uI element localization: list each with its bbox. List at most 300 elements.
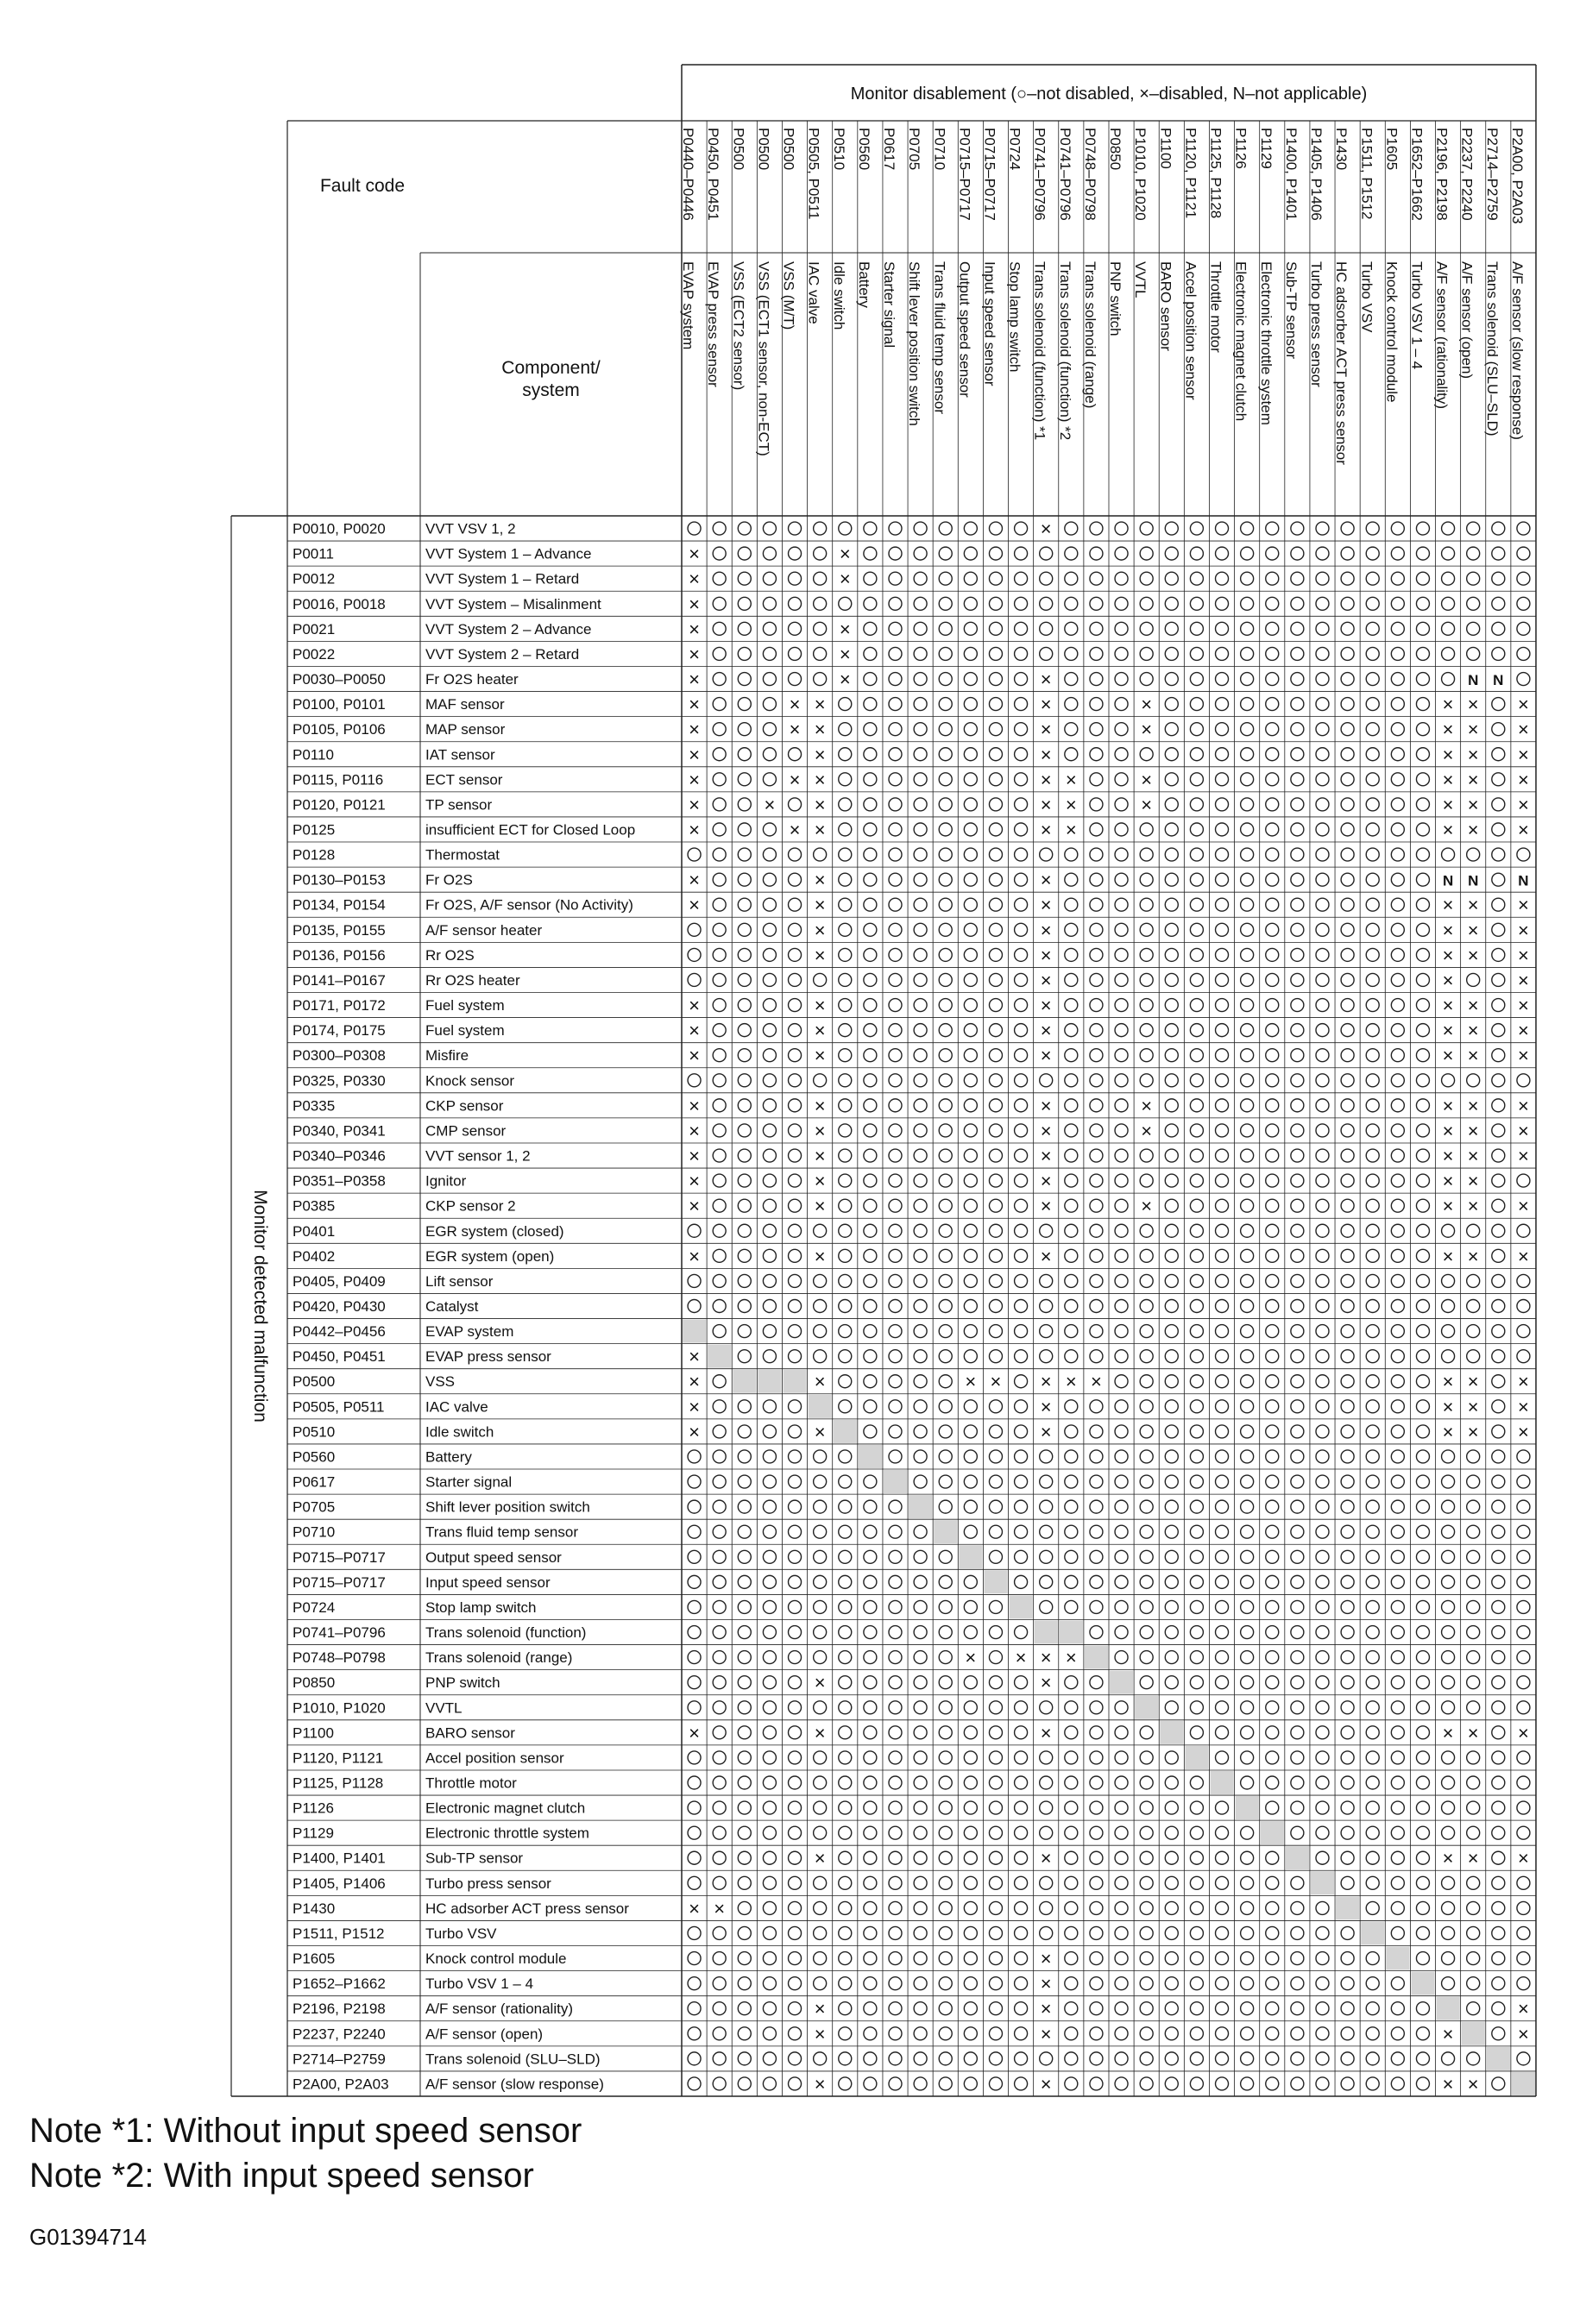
cell-self-shaded	[1286, 1846, 1309, 1869]
cell-not-disabled	[738, 1876, 751, 1889]
cell-not-disabled	[1190, 1300, 1203, 1313]
cell-not-disabled	[939, 673, 952, 686]
cell-disabled: ×	[1442, 744, 1454, 766]
cell-not-disabled	[989, 2027, 1002, 2040]
cell-not-disabled	[1266, 1224, 1279, 1237]
row-component-18: Rr O2S	[425, 946, 475, 964]
cell-disabled: ×	[689, 1145, 700, 1167]
cell-not-disabled	[1040, 622, 1053, 635]
cell-not-disabled	[839, 1676, 852, 1689]
cell-not-disabled	[1140, 999, 1153, 1012]
cell-not-disabled	[738, 1099, 751, 1112]
cell-not-disabled	[1140, 572, 1153, 585]
cell-not-disabled	[1266, 1525, 1279, 1538]
cell-not-disabled	[1391, 723, 1404, 736]
cell-self-shaded	[1085, 1646, 1108, 1669]
cell-not-disabled	[1341, 873, 1354, 886]
cell-not-disabled	[1291, 1024, 1304, 1037]
cell-not-disabled	[964, 572, 977, 585]
cell-not-disabled	[1216, 1626, 1229, 1639]
cell-not-disabled	[1115, 1651, 1128, 1664]
cell-not-disabled	[1241, 1826, 1254, 1839]
cell-not-disabled	[1065, 1249, 1078, 1262]
cell-not-disabled	[1115, 622, 1128, 635]
cell-not-disabled	[839, 1099, 852, 1112]
cell-not-disabled	[1266, 848, 1279, 861]
cell-not-disabled	[1216, 1124, 1229, 1137]
cell-not-disabled	[864, 1174, 877, 1187]
cell-not-disabled	[914, 1024, 927, 1037]
cell-not-disabled	[1517, 1475, 1530, 1488]
column-component-24: Electronic throttle system	[1257, 261, 1274, 425]
cell-not-disabled	[1366, 1199, 1379, 1212]
cell-not-disabled	[1216, 647, 1229, 660]
row-component-17: A/F sensor heater	[425, 921, 543, 939]
cell-not-disabled	[713, 1701, 726, 1714]
cell-not-disabled	[839, 1901, 852, 1914]
cell-not-disabled	[1492, 1575, 1505, 1588]
cell-self-shaded	[1437, 1997, 1460, 2020]
cell-not-disabled	[914, 948, 927, 961]
cell-disabled: ×	[1040, 1195, 1052, 1217]
figure-id: G01394714	[29, 2224, 147, 2250]
cell-not-disabled	[1391, 647, 1404, 660]
cell-not-disabled	[1492, 1901, 1505, 1914]
cell-not-disabled	[1366, 873, 1379, 886]
cell-not-disabled	[1190, 1500, 1203, 1513]
cell-not-disabled	[738, 798, 751, 811]
cell-not-disabled	[1165, 1199, 1178, 1212]
cell-not-disabled	[688, 1801, 701, 1814]
cell-not-disabled	[1366, 1525, 1379, 1538]
cell-not-disabled	[763, 698, 776, 711]
cell-not-disabled	[1416, 547, 1429, 560]
cell-not-disabled	[713, 1174, 726, 1187]
cell-not-disabled	[1190, 1475, 1203, 1488]
cell-not-disabled	[839, 1751, 852, 1764]
cell-not-disabled	[1341, 1325, 1354, 1338]
cell-not-disabled	[1316, 798, 1329, 811]
cell-not-disabled	[1140, 823, 1153, 836]
cell-not-disabled	[939, 1300, 952, 1313]
cell-not-disabled	[1366, 1149, 1379, 1162]
cell-disabled: ×	[689, 995, 700, 1017]
cell-not-disabled	[1416, 1049, 1429, 1062]
cell-not-disabled	[789, 948, 802, 961]
cell-disabled: ×	[1518, 1195, 1529, 1217]
cell-not-disabled	[864, 1500, 877, 1513]
cell-not-disabled	[1316, 1626, 1329, 1639]
cell-not-disabled	[914, 823, 927, 836]
cell-disabled: ×	[689, 669, 700, 691]
cell-not-disabled	[1216, 1726, 1229, 1739]
cell-disabled: ×	[814, 1170, 826, 1192]
cell-not-disabled	[1391, 1450, 1404, 1463]
cell-not-disabled	[1241, 1199, 1254, 1212]
cell-not-disabled	[1391, 673, 1404, 686]
cell-not-disabled	[1366, 572, 1379, 585]
cell-not-disabled	[864, 1977, 877, 1990]
row-component-2: VVT System 1 – Advance	[425, 545, 592, 562]
cell-not-disabled	[1216, 1350, 1229, 1363]
cell-disabled: ×	[814, 2073, 826, 2095]
column-component-12: Output speed sensor	[956, 261, 973, 398]
cell-not-disabled	[713, 1525, 726, 1538]
cell-not-disabled	[1015, 1826, 1028, 1839]
cell-not-disabled	[1517, 1701, 1530, 1714]
row-code-21: P0174, P0175	[293, 1022, 386, 1040]
cell-not-disabled	[1015, 2052, 1028, 2065]
cell-not-disabled	[763, 1651, 776, 1664]
row-code-27: P0351–P0358	[293, 1172, 386, 1190]
cell-not-disabled	[1241, 572, 1254, 585]
cell-not-disabled	[789, 923, 802, 936]
cell-not-disabled	[1266, 1575, 1279, 1588]
row-component-29: EGR system (closed)	[425, 1222, 564, 1240]
cell-not-disabled	[1115, 1801, 1128, 1814]
cell-not-disabled	[1291, 1350, 1304, 1363]
cell-not-disabled	[889, 1651, 902, 1664]
cell-not-disabled	[1442, 1224, 1455, 1237]
cell-not-disabled	[1065, 1224, 1078, 1237]
cell-disabled: ×	[1518, 694, 1529, 716]
cell-not-disabled	[1366, 1099, 1379, 1112]
cell-not-disabled	[1467, 547, 1480, 560]
cell-not-disabled	[1165, 1876, 1178, 1889]
cell-not-disabled	[1115, 1049, 1128, 1062]
cell-not-disabled	[738, 1074, 751, 1087]
cell-disabled: ×	[1141, 1195, 1153, 1217]
column-code-29: P1605	[1383, 128, 1400, 171]
cell-self-shaded	[683, 1320, 706, 1343]
cell-not-disabled	[889, 1726, 902, 1739]
cell-not-disabled	[1391, 999, 1404, 1012]
cell-not-disabled	[688, 1074, 701, 1087]
cell-not-disabled	[1492, 948, 1505, 961]
cell-not-disabled	[1241, 1024, 1254, 1037]
cell-self-shaded	[1060, 1620, 1083, 1643]
cell-not-disabled	[1140, 1876, 1153, 1889]
cell-not-disabled	[738, 2052, 751, 2065]
cell-not-disabled	[964, 1952, 977, 1965]
cell-not-disabled	[839, 1400, 852, 1413]
row-component-42: Output speed sensor	[425, 1548, 562, 1566]
cell-not-disabled	[1115, 823, 1128, 836]
cell-disabled: ×	[1040, 1145, 1052, 1167]
cell-not-disabled	[864, 698, 877, 711]
cell-not-disabled	[1341, 848, 1354, 861]
cell-not-disabled	[738, 1952, 751, 1965]
cell-disabled: ×	[689, 1020, 700, 1042]
cell-not-disabled	[1115, 1926, 1128, 1939]
cell-not-disabled	[688, 1876, 701, 1889]
cell-not-disabled	[1015, 1701, 1028, 1714]
cell-not-disabled	[789, 1425, 802, 1438]
cell-not-disabled	[1015, 1274, 1028, 1287]
cell-not-disabled	[1266, 1977, 1279, 1990]
cell-disabled: ×	[1467, 894, 1479, 916]
cell-disabled: ×	[814, 919, 826, 941]
cell-not-disabled	[738, 2002, 751, 2015]
cell-not-disabled	[738, 1024, 751, 1037]
cell-not-disabled	[1115, 898, 1128, 911]
cell-not-disabled	[1241, 1525, 1254, 1538]
cell-not-disabled	[1241, 1600, 1254, 1613]
cell-not-disabled	[1190, 873, 1203, 886]
cell-not-disabled	[839, 798, 852, 811]
cell-not-disabled	[738, 999, 751, 1012]
cell-not-disabled	[1241, 1575, 1254, 1588]
cell-not-disabled	[864, 673, 877, 686]
cell-not-disabled	[1241, 873, 1254, 886]
cell-not-disabled	[1090, 1600, 1103, 1613]
cell-not-disabled	[939, 873, 952, 886]
cell-not-disabled	[1165, 1550, 1178, 1563]
cell-not-disabled	[1266, 1676, 1279, 1689]
cell-not-disabled	[1140, 1751, 1153, 1764]
cell-not-disabled	[864, 1726, 877, 1739]
cell-not-disabled	[1391, 522, 1404, 535]
cell-not-disabled	[864, 2027, 877, 2040]
cell-not-disabled	[814, 2052, 827, 2065]
cell-not-disabled	[1266, 572, 1279, 585]
cell-not-disabled	[1492, 1776, 1505, 1789]
cell-not-disabled	[1140, 873, 1153, 886]
cell-not-disabled	[914, 1475, 927, 1488]
cell-not-disabled	[939, 1977, 952, 1990]
cell-not-disabled	[1492, 1450, 1505, 1463]
cell-not-disabled	[763, 1926, 776, 1939]
column-component-14: Stop lamp switch	[1006, 261, 1023, 373]
cell-not-disabled	[738, 1977, 751, 1990]
cell-not-disabled	[1291, 999, 1304, 1012]
column-component-30: Turbo VSV 1 – 4	[1408, 261, 1426, 370]
cell-not-disabled	[864, 873, 877, 886]
cell-disabled: ×	[1442, 1095, 1454, 1117]
cell-not-disabled	[1316, 948, 1329, 961]
cell-not-disabled	[738, 1901, 751, 1914]
cell-not-disabled	[1115, 1400, 1128, 1413]
cell-self-shaded	[1135, 1696, 1158, 1719]
cell-not-disabled	[1442, 1450, 1455, 1463]
column-code-24: P1129	[1257, 128, 1274, 169]
cell-not-disabled	[964, 1676, 977, 1689]
cell-not-disabled	[1266, 622, 1279, 635]
cell-not-disabled	[789, 1575, 802, 1588]
cell-not-disabled	[738, 848, 751, 861]
cell-not-disabled	[914, 1149, 927, 1162]
cell-not-disabled	[789, 1049, 802, 1062]
cell-not-disabled	[1366, 1049, 1379, 1062]
cell-not-disabled	[1316, 1926, 1329, 1939]
cell-not-disabled	[1366, 1876, 1379, 1889]
cell-not-disabled	[1341, 1776, 1354, 1789]
cell-not-disabled	[789, 1977, 802, 1990]
cell-not-disabled	[1316, 1325, 1329, 1338]
cell-not-disabled	[914, 522, 927, 535]
cell-not-disabled	[864, 773, 877, 786]
cell-not-disabled	[713, 1425, 726, 1438]
cell-disabled: ×	[1518, 1045, 1529, 1067]
cell-not-disabled	[1140, 1475, 1153, 1488]
cell-not-disabled	[1216, 723, 1229, 736]
cell-not-disabled	[1015, 572, 1028, 585]
cell-not-disabled	[989, 2002, 1002, 2015]
column-component-17: Trans solenoid (range)	[1081, 261, 1098, 409]
row-component-53: Electronic throttle system	[425, 1825, 589, 1842]
column-component-32: A/F sensor (open)	[1458, 261, 1476, 380]
cell-not-disabled	[864, 522, 877, 535]
cell-not-disabled	[1216, 1174, 1229, 1187]
cell-not-disabled	[1216, 1926, 1229, 1939]
cell-not-disabled	[1190, 522, 1203, 535]
cell-not-disabled	[1291, 823, 1304, 836]
cell-disabled: ×	[1040, 744, 1052, 766]
column-component-26: Turbo press sensor	[1308, 261, 1325, 387]
cell-not-disabled	[1015, 547, 1028, 560]
row-component-19: Rr O2S heater	[425, 971, 520, 989]
cell-not-disabled	[688, 1751, 701, 1764]
cell-not-disabled	[814, 1876, 827, 1889]
cell-not-disabled	[1291, 1174, 1304, 1187]
cell-not-disabled	[1190, 798, 1203, 811]
cell-not-disabled	[964, 1149, 977, 1162]
cell-not-disabled	[1090, 1926, 1103, 1939]
row-code-53: P1129	[293, 1825, 334, 1842]
cell-not-disabled	[1391, 1550, 1404, 1563]
cell-not-disabled	[688, 2027, 701, 2040]
cell-not-disabled	[1090, 1751, 1103, 1764]
cell-not-disabled	[814, 673, 827, 686]
cell-disabled: ×	[789, 719, 801, 741]
cell-not-disabled	[889, 1074, 902, 1087]
cell-not-disabled	[763, 848, 776, 861]
cell-not-disabled	[1140, 973, 1153, 986]
cell-not-disabled	[1015, 1901, 1028, 1914]
cell-not-disabled	[1467, 1701, 1480, 1714]
cell-not-disabled	[738, 1701, 751, 1714]
row-code-47: P0850	[293, 1674, 336, 1692]
cell-not-disabled	[1065, 1876, 1078, 1889]
cell-not-disabled	[839, 723, 852, 736]
cell-not-disabled	[839, 1626, 852, 1639]
cell-not-disabled	[1316, 1575, 1329, 1588]
cell-not-disabled	[1040, 1300, 1053, 1313]
cell-not-disabled	[1266, 723, 1279, 736]
cell-not-disabled	[1492, 973, 1505, 986]
cell-not-disabled	[1065, 1801, 1078, 1814]
cell-not-disabled	[1291, 1475, 1304, 1488]
cell-not-disabled	[1065, 698, 1078, 711]
cell-self-shaded	[1336, 1896, 1359, 1919]
cell-not-disabled	[1140, 1375, 1153, 1388]
cell-not-disabled	[1366, 2002, 1379, 2015]
cell-disabled: ×	[814, 1421, 826, 1443]
cell-not-disabled	[1140, 1651, 1153, 1664]
cell-not-disabled	[1291, 1224, 1304, 1237]
cell-not-disabled	[1341, 597, 1354, 610]
column-code-21: P1120, P1121	[1182, 128, 1199, 219]
cell-not-disabled	[1015, 2077, 1028, 2090]
cell-not-disabled	[1190, 773, 1203, 786]
cell-not-disabled	[1241, 1701, 1254, 1714]
cell-not-disabled	[1090, 1475, 1103, 1488]
cell-not-disabled	[914, 572, 927, 585]
cell-not-disabled	[939, 798, 952, 811]
cell-not-disabled	[1165, 1249, 1178, 1262]
cell-not-disabled	[1015, 1174, 1028, 1187]
cell-not-disabled	[1090, 572, 1103, 585]
cell-not-disabled	[1341, 1575, 1354, 1588]
cell-not-disabled	[964, 1300, 977, 1313]
cell-disabled: ×	[1518, 944, 1529, 966]
cell-not-disabled	[1241, 798, 1254, 811]
cell-not-disabled	[1090, 1626, 1103, 1639]
cell-not-disabled	[839, 923, 852, 936]
cell-not-disabled	[763, 773, 776, 786]
cell-not-disabled	[864, 1149, 877, 1162]
cell-not-disabled	[1115, 1174, 1128, 1187]
cell-not-disabled	[1492, 1977, 1505, 1990]
cell-not-disabled	[889, 1375, 902, 1388]
cell-not-disabled	[989, 1425, 1002, 1438]
cell-disabled: ×	[1065, 1647, 1077, 1669]
cell-not-disabled	[763, 1801, 776, 1814]
cell-not-disabled	[1065, 522, 1078, 535]
cell-not-disabled	[1442, 1676, 1455, 1689]
cell-not-disabled	[939, 1952, 952, 1965]
cell-not-disabled	[989, 1701, 1002, 1714]
column-component-22: Throttle motor	[1207, 261, 1224, 353]
cell-not-disabled	[1341, 572, 1354, 585]
cell-not-disabled	[1492, 1826, 1505, 1839]
cell-not-disabled	[839, 1801, 852, 1814]
cell-self-shaded	[809, 1395, 832, 1418]
cell-not-disabled	[989, 1350, 1002, 1363]
cell-not-disabled	[1065, 1425, 1078, 1438]
cell-not-disabled	[1341, 1099, 1354, 1112]
cell-not-disabled	[1241, 2052, 1254, 2065]
cell-disabled: ×	[1442, 1722, 1454, 1744]
cell-not-disabled	[839, 1074, 852, 1087]
cell-not-disabled	[1341, 1049, 1354, 1062]
cell-not-disabled	[1416, 1500, 1429, 1513]
row-component-31: Lift sensor	[425, 1272, 494, 1290]
cell-not-disabled	[989, 1300, 1002, 1313]
cell-not-disabled	[1492, 622, 1505, 635]
cell-not-disabled	[939, 1926, 952, 1939]
cell-not-disabled	[1366, 1249, 1379, 1262]
cell-not-disabled	[713, 1751, 726, 1764]
cell-not-disabled	[1517, 1776, 1530, 1789]
cell-not-disabled	[1065, 1851, 1078, 1864]
cell-not-disabled	[1115, 748, 1128, 761]
cell-not-disabled	[1391, 1475, 1404, 1488]
cell-not-disabled	[1190, 1901, 1203, 1914]
cell-not-disabled	[1391, 1425, 1404, 1438]
cell-not-disabled	[1065, 1049, 1078, 1062]
row-component-20: Fuel system	[425, 997, 505, 1014]
cell-not-disabled	[839, 1926, 852, 1939]
cell-not-disabled	[1517, 1926, 1530, 1939]
cell-not-disabled	[889, 1977, 902, 1990]
cell-not-disabled	[713, 1224, 726, 1237]
cell-not-disabled	[1341, 1074, 1354, 1087]
cell-not-disabled	[1391, 1099, 1404, 1112]
cell-not-disabled	[1291, 898, 1304, 911]
cell-not-disabled	[763, 1676, 776, 1689]
cell-not-disabled	[1115, 698, 1128, 711]
